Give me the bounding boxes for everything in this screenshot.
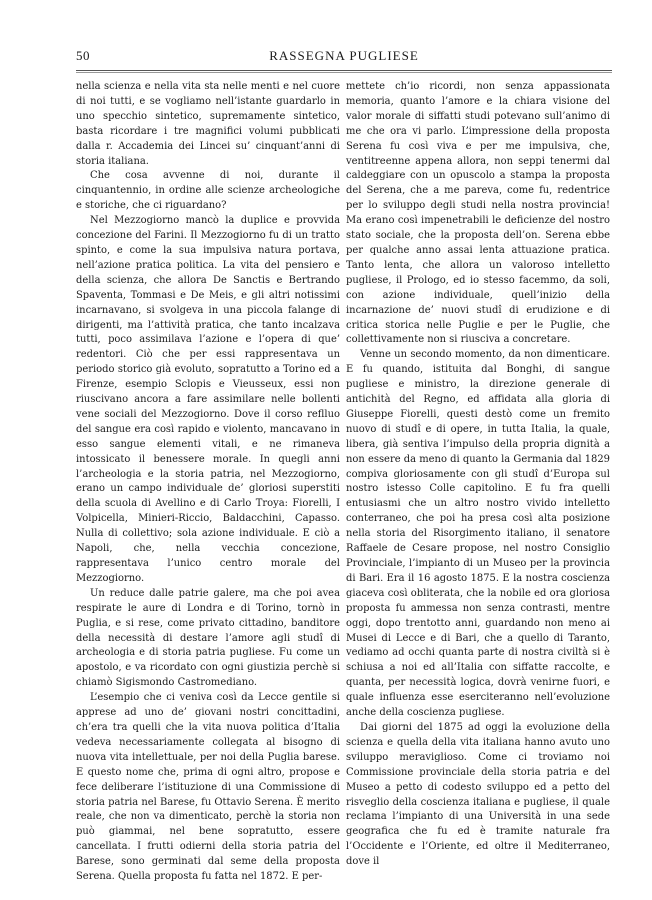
- paragraph: Venne un secondo momento, da non dimenticare. E fu quando, istituita dal Bonghi, di sangue pugliese e ministro, la direzione generale di antichità del Regno, ed affidata alla gloria di Giuseppe Fiorelli, questi destò come un fremito nuovo di studî e di opere, in tutta Italia, la quale, libera, già sentiva l’impulso della propria dignità a non essere da meno di quanto la Germania dal 1829 compiva gloriosamente con gli studî d’Europa sul nostro istesso Colle capitolino. E fu fra quelli entusiasmi che un altro nostro vivido intelletto conterraneo, che poi ha presa così alta posizione nella storia del Risorgimento italiano, il senatore Raffaele de Cesare propose, nel nostro Consiglio Provinciale, l’impianto di un Museo per la provincia di Bari. Era il 16 agosto 1875. E la nostra coscienza giaceva così obliterata, che la nobile ed ora gloriosa proposta fu ammessa non senza contrasti, mentre oggi, dopo trentotto anni, guardando non meno ai Musei di Lecce e di Bari, che a quello di Taranto, vediamo ad occhi quanta parte di nostra civiltà si è schiusa a noi ed all’Italia con siffatte raccolte, e quanta, per necessità logica, dovrà venirne fuori, e quale influenza esse eserciteranno nell’evoluzione anche della coscienza pugliese.: [346, 349, 610, 719]
- paragraph: Che cosa avvenne di noi, durante il cinquantennio, in ordine alle scienze archeologiche e storiche, che ci riguardano?: [76, 170, 340, 212]
- paragraph: Un reduce dalle patrie galere, ma che poi avea respirate le aure di Londra e di Torino, tornò in Puglia, e si rese, come privato cittadino, banditore della necessità di destare l’amore agli studî di archeologia e di storia patria pugliese. Fu come un apostolo, e va ricordato con ogni giustizia perchè si chiamò Sigismondo Castromediano.: [76, 587, 340, 689]
- paragraph: L’esempio che ci veniva così da Lecce gentile si apprese ad uno de’ giovani nostri concittadini, ch’era tra quelli che la vita nuova politica d’Italia vedeva necessariamente collegata al bisogno di nuova vita intellettuale, per noi della Puglia barese. E questo nome che, prima di ogni altro, propose e fece deliberare l’istituzione di una Commissione di storia patria nel Barese, fu Ottavio Serena. È merito reale, che non va dimenticato, perchè la storia non può giammai, nel bene sopratutto, essere cancellata. I frutti odierni della storia patria del Barese, sono germinati dal seme della proposta Serena. Quella proposta fu fatta nel 1872. E per-: [76, 692, 340, 883]
- paragraph: Dai giorni del 1875 ad oggi la evoluzione della scienza e quella della vita italiana hanno avuto uno sviluppo meraviglioso. Come ci troviamo noi Commissione provinciale della storia patria e del Museo a petto di codesto sviluppo ed a petto del risveglio della coscienza italiana e pugliese, il quale reclama l’impianto di una Università in una sede geografica che fu ed è tramite naturale fra l’Occidente e l’Oriente, ed oltre il Mediterraneo, dove il: [346, 721, 610, 868]
- paragraph: Nel Mezzogiorno mancò la duplice e provvida concezione del Farini. Il Mezzogiorno fu di un tratto spinto, e come la sua impulsiva natura portava, nell’azione pratica politica. La vita del pensiero e della scienza, che allora De Sanctis e Bertrando Spaventa, Tommasi e De Meis, e gli altri notissimi incarnavano, si svolgeva in una piccola falange di dirigenti, ma l’attività pratica, che tanto incalzava tutti, poco assimilava l’azione e l’opera di que’ redentori. Ciò che per essi rappresentava un periodo storico già evoluto, sopratutto a Torino ed a Firenze, esempio Sclopis e Vieusseux, essi non riuscivano ancora a fare assimilare nelle bollenti vene sociali del Mezzogiorno. Dove il corso reflluo del sangue era così rapido e violento, mancavano in esso sangue elementi vitali, e ne rimaneva intossicato il benessere morale. In quegli anni l’archeologia e la storia patria, nel Mezzogiorno, erano un campo individuale de’ gloriosi superstiti della scuola di Avellino e di Carlo Troya: Fiorelli, I Volpicella, Minieri-Riccio, Baldacchini, Capasso. Nulla di collettivo; sola azione individuale. E ciò a Napoli, che, nella vecchia concezione, rappresentava l’unico centro morale del Mezzogiorno.: [76, 215, 340, 584]
- page-number: 50: [76, 48, 90, 63]
- left-column: [76, 80, 340, 885]
- page-header: [76, 48, 612, 66]
- paragraph: mettete ch’io ricordi, non senza appassionata memoria, quanto l’amore e la chiara visione del valor morale di siffatti studi potevano sull’animo di me che ora vi parlo. L’impressione della proposta Serena fu così viva e per me impulsiva, che, ventitreenne appena allora, non seppi tenermi dal caldeggiare con un opuscolo a stampa la proposta del Serena, che a me pareva, come fu, redentrice per lo sviluppo degli studi nella nostra provincia! Ma erano così impenetrabili le deficienze del nostro stato sociale, che la proposta dell’on. Serena ebbe per qualche anno assai lenta attuazione pratica. Tanto lenta, che allora un valoroso intelletto pugliese, il Prologo, ed io stesso facemmo, da soli, con azione individuale, quell’inizio della incarnazione de’ nuovi studî di erudizione e di critica storica nelle Puglie e per le Puglie, che collettivamente non si riusciva a concretare.: [346, 81, 610, 346]
- paragraph: nella scienza e nella vita sta nelle menti e nel cuore di noi tutti, e se vogliamo nell’istante guardarlo in uno specchio sintetico, supremamente sintetico, basta ricordare i tre magnifici volumi pubblicati dalla r. Accademia dei Lincei su’ cinquant’anni di storia italiana.: [76, 81, 340, 167]
- header-rule: [76, 70, 612, 73]
- running-title: RASSEGNA PUGLIESE: [269, 48, 419, 63]
- right-column: [346, 80, 610, 870]
